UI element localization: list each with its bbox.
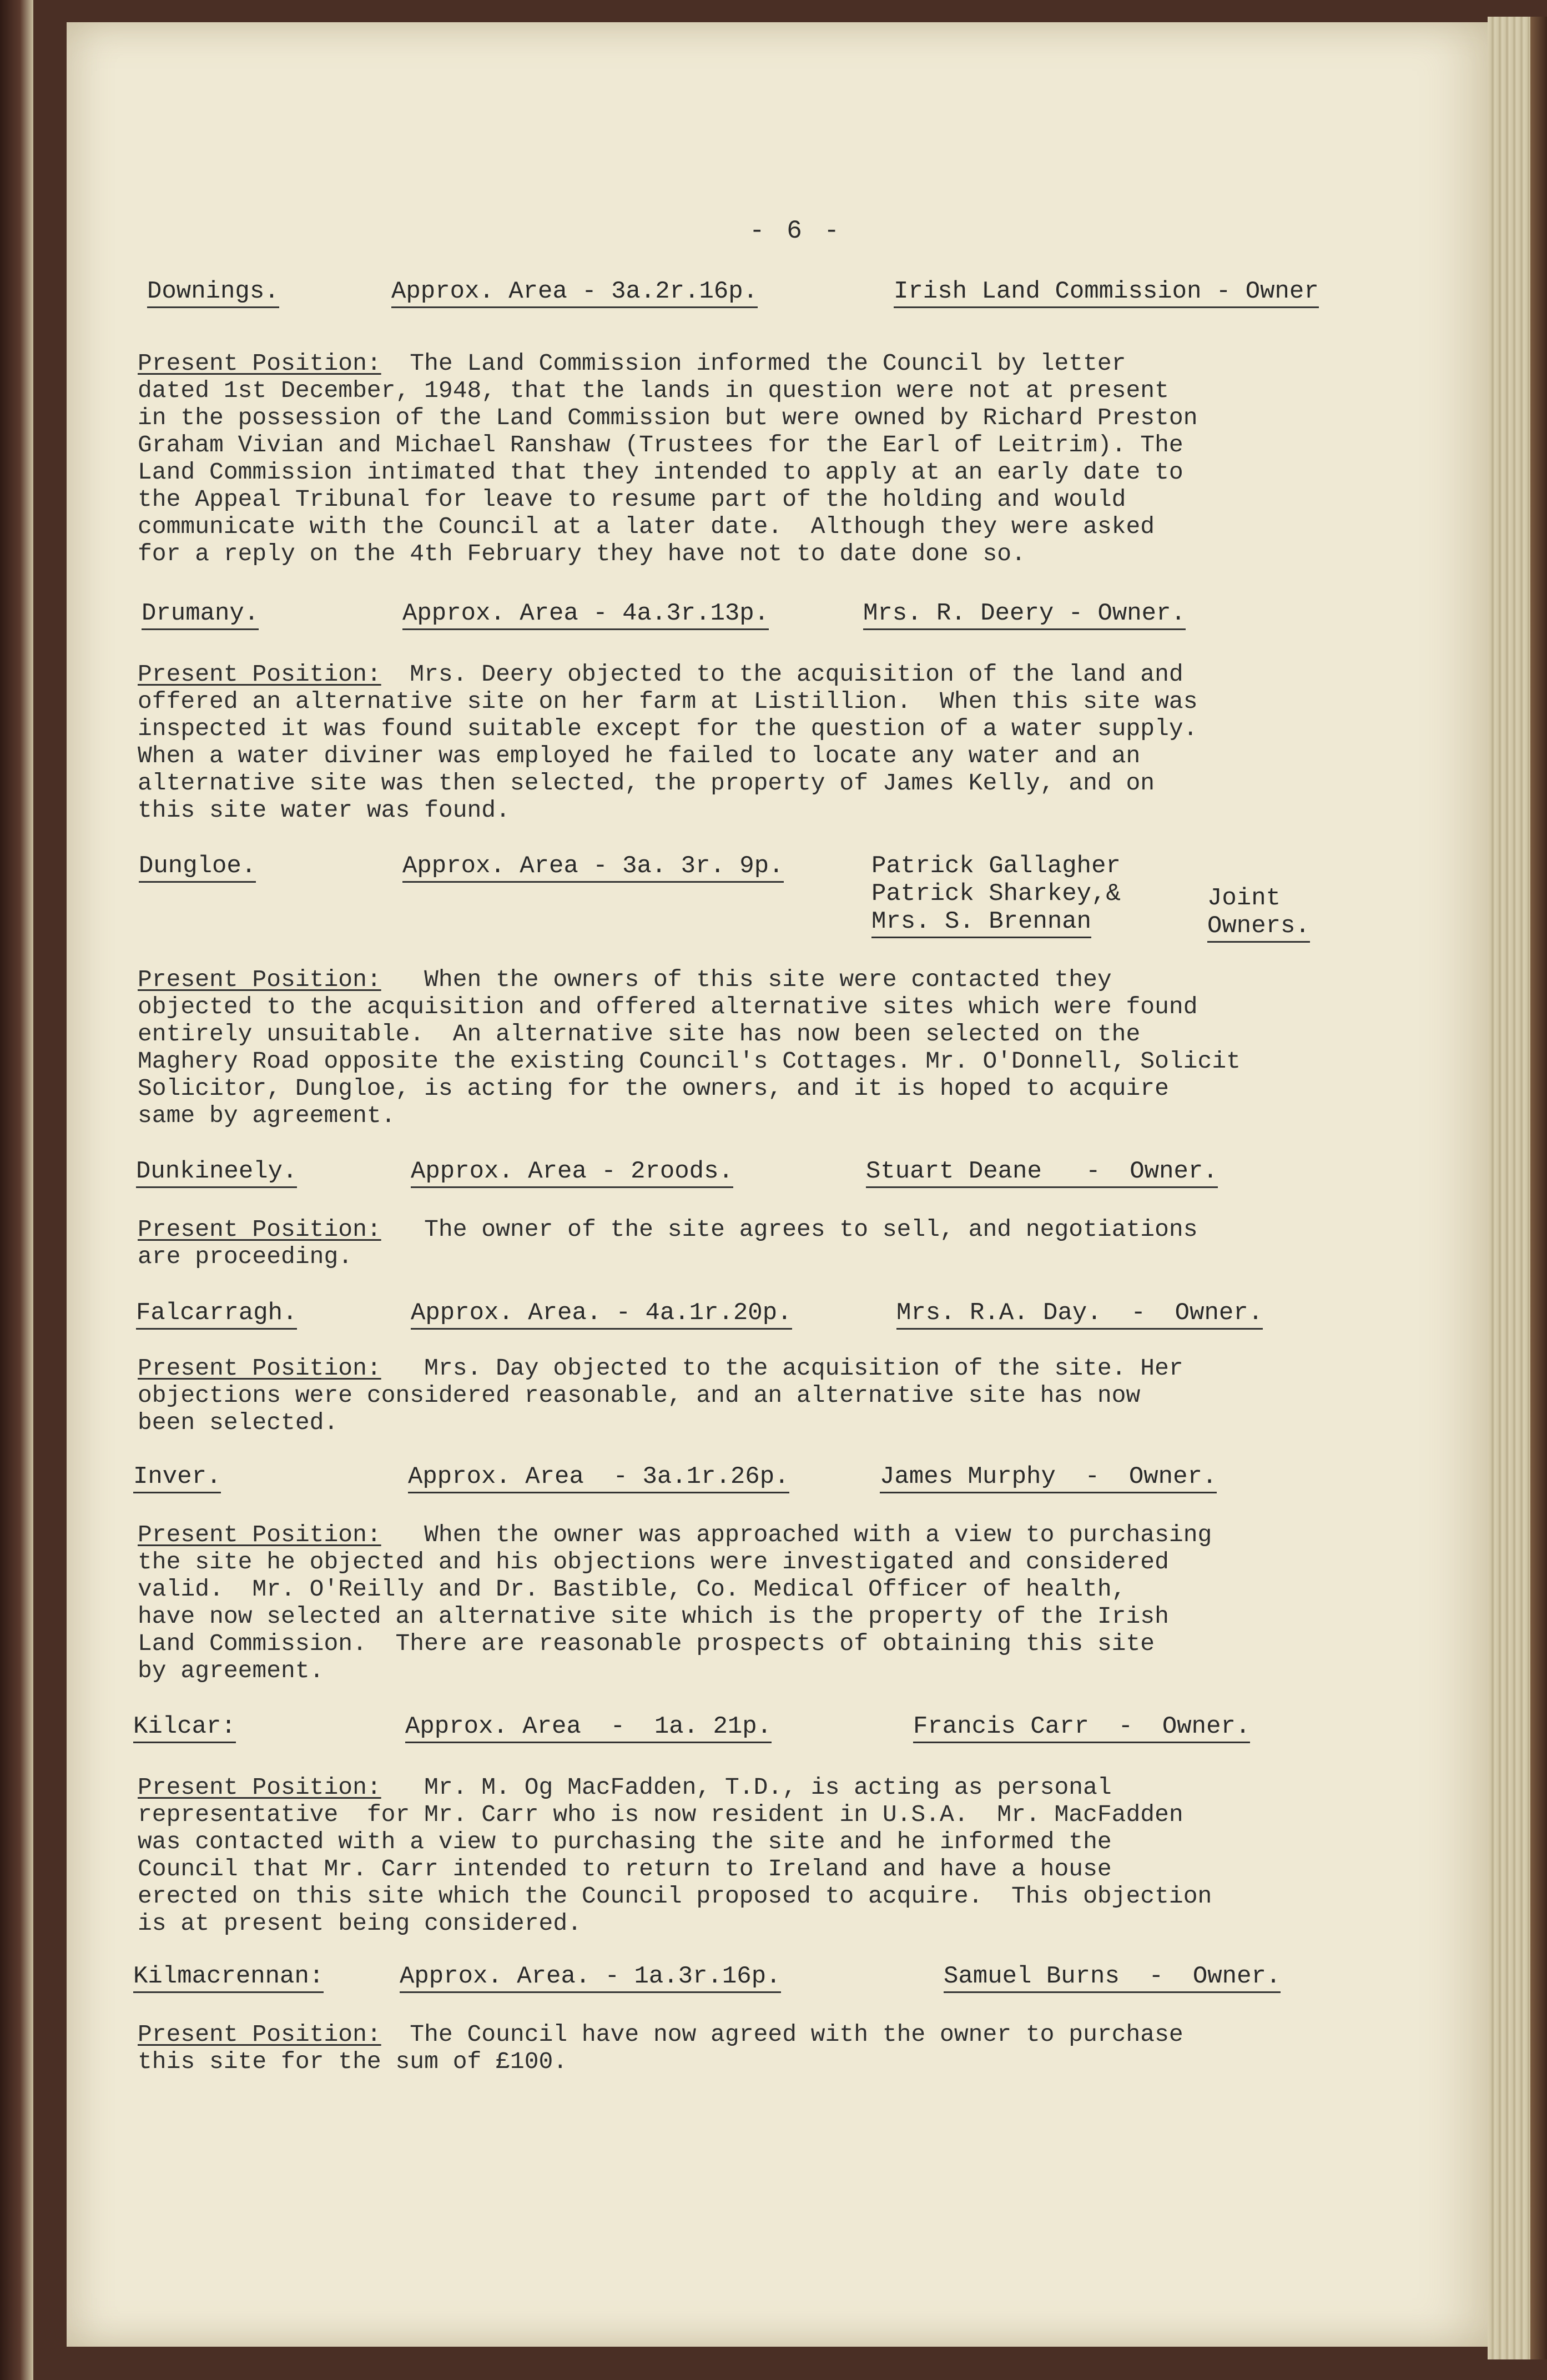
present-position-label: Present Position:: [138, 1774, 381, 1801]
present-position-paragraph: Present Position: The Land Commission informed the Council by letter dated 1st December, 1948, that the lands in question were not at present in the possession of the Land Commission but were owned by Richard Preston Graham Vivian and Michael Ranshaw (Trustees for the Earl of Leitrim). The Land Commission intimated that they intended to apply at an early date to the Appeal Tribunal for leave to resume part of the holding and would communicate with the Council at a later date. Although they were asked for a reply on the 4th February they have not to date done so.: [138, 350, 1198, 567]
site-area: Approx. Area - 2roods.: [411, 1158, 733, 1188]
section-heading: [142, 600, 1463, 638]
section-heading: [136, 1299, 1457, 1338]
site-owner: Mrs. R. Deery - Owner.: [863, 600, 1186, 630]
binding-edge: [0, 0, 33, 2380]
site-area: Approx. Area. - 1a.3r.16p.: [400, 1963, 781, 1993]
present-position-paragraph: Present Position: Mr. M. Og MacFadden, T.D., is acting as personal representative for Mr. Carr who is now resident in U.S.A. Mr. MacFadden was contacted with a view to purchasing the site and he informed the Council that Mr. Carr intended to return to Ireland and have a house erected on this site which the Council proposed to acquire. This objection is at present being considered.: [138, 1774, 1212, 1937]
owner-name: Patrick Sharkey,&: [871, 880, 1121, 908]
site-owner: Irish Land Commission - Owner: [894, 278, 1319, 308]
site-owner: James Murphy - Owner.: [880, 1463, 1217, 1493]
present-position-label: Present Position:: [138, 1521, 381, 1548]
site-owner: Stuart Deane - Owner.: [866, 1158, 1218, 1188]
section-heading: [133, 1963, 1454, 2001]
place-name: Inver.: [133, 1463, 221, 1493]
present-position-paragraph: Present Position: When the owner was approached with a view to purchasing the site he objected and his objections were investigated and considered valid. Mr. O'Reilly and Dr. Bastible, Co. Medical Officer of health, have now selected an alternative site which is the property of the Irish Land Commission. There are reasonable prospects of obtaining this site by agreement.: [138, 1521, 1212, 1684]
present-position-paragraph: Present Position: The owner of the site agrees to sell, and negotiations are proceeding.: [138, 1216, 1198, 1270]
section-heading: [133, 1713, 1454, 1752]
site-area: Approx. Area - 3a.1r.26p.: [408, 1463, 789, 1493]
present-position-label: Present Position:: [138, 2021, 381, 2048]
section-heading: [133, 1463, 1454, 1502]
present-position-paragraph: Present Position: The Council have now agreed with the owner to purchase this site for the sum of £100.: [138, 2021, 1183, 2075]
place-name: Dungloe.: [139, 852, 256, 883]
site-area: Approx. Area - 3a.2r.16p.: [391, 278, 758, 308]
place-name: Kilmacrennan:: [133, 1963, 324, 1993]
owner-name: Patrick Gallagher: [871, 852, 1121, 880]
site-area: Approx. Area - 3a. 3r. 9p.: [402, 852, 784, 883]
owner-name: Mrs. S. Brennan: [871, 908, 1091, 938]
section-heading: [139, 852, 1460, 952]
page-number: - 6 -: [749, 217, 843, 245]
place-name: Dunkineely.: [136, 1158, 297, 1188]
site-area: Approx. Area - 1a. 21p.: [405, 1713, 772, 1743]
site-area: Approx. Area - 4a.3r.13p.: [402, 600, 769, 630]
present-position-label: Present Position:: [138, 350, 381, 377]
section-heading: [136, 1158, 1457, 1196]
present-position-paragraph: Present Position: Mrs. Day objected to the acquisition of the site. Her objections were considered reasonable, and an alternative site has now been selected.: [138, 1355, 1183, 1436]
present-position-label: Present Position:: [138, 1355, 381, 1382]
place-name: Drumany.: [142, 600, 259, 630]
present-position-paragraph: Present Position: Mrs. Deery objected to the acquisition of the land and offered an alternative site on her farm at Listillion. When this site was inspected it was found suitable except for the question of a water supply. When a water diviner was employed he failed to locate any water and an alternative site was then selected, the property of James Kelly, and on this site water was found.: [138, 661, 1198, 824]
site-owner: Francis Carr - Owner.: [913, 1713, 1250, 1743]
site-area: Approx. Area. - 4a.1r.20p.: [411, 1299, 792, 1330]
place-name: Kilcar:: [133, 1713, 236, 1743]
document-page: [67, 22, 1488, 2347]
present-position-label: Present Position:: [138, 966, 381, 993]
site-owner: Samuel Burns - Owner.: [944, 1963, 1281, 1993]
site-owner: Mrs. R.A. Day. - Owner.: [896, 1299, 1263, 1330]
present-position-label: Present Position:: [138, 661, 381, 688]
owners-label: Owners.: [1207, 912, 1310, 943]
present-position-label: Present Position:: [138, 1216, 381, 1243]
section-heading: [147, 278, 1468, 316]
page-stack-edge: [1488, 17, 1547, 2359]
place-name: Downings.: [147, 278, 279, 308]
place-name: Falcarragh.: [136, 1299, 297, 1330]
joint-label: Joint: [1207, 884, 1281, 912]
present-position-paragraph: Present Position: When the owners of this site were contacted they objected to the acquisition and offered alternative sites which were found entirely unsuitable. An alternative site has now been selected on the Maghery Road opposite the existing Council's Cottages. Mr. O'Donnell, Solicit Solicitor, Dungloe, is acting for the owners, and it is hoped to acquire same by agreement.: [138, 966, 1241, 1129]
